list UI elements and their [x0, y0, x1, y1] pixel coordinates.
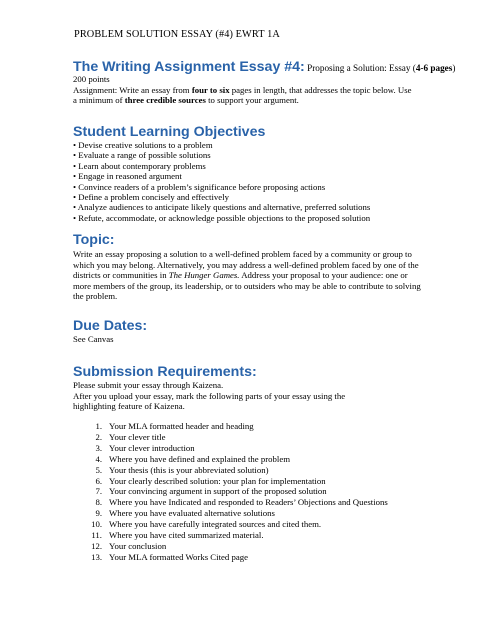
topic-body [73, 249, 425, 302]
list-item-number: 6. [95, 475, 102, 486]
list-item-number: 7. [95, 486, 102, 497]
list-item-number: 3. [95, 442, 102, 453]
topic-text-pre: Write an essay proposing a solution to a well-defined problem faced by a community or group to which you may belong. Alternatively, you may address a well-defined problem faced by one of the districts or communities in [73, 249, 419, 281]
list-item-text: Your conclusion [109, 540, 167, 551]
due-dates-heading: Due Dates: [73, 318, 148, 334]
list-item-text: Your clever introduction [109, 442, 195, 453]
list-item [86, 476, 388, 487]
assignment-line-1-bold: four to six [191, 84, 230, 95]
list-item-text: Your clever title [109, 431, 166, 442]
list-item-text: Your convincing argument in support of the proposed solution [109, 486, 327, 497]
objective-item: • Refute, accommodate, or acknowledge possible objections to the proposed solution [73, 212, 371, 223]
list-item-number: 5. [95, 464, 102, 475]
topic-text [73, 249, 425, 302]
submission-list [86, 421, 388, 563]
objective-item: • Analyze audiences to anticipate likely questions and alternative, preferred solutions [73, 202, 371, 213]
list-item [86, 421, 388, 432]
list-item-number: 4. [95, 453, 102, 464]
list-item-text: Where you have cited summarized material. [109, 530, 264, 541]
page-header: PROBLEM SOLUTION ESSAY (#4) EWRT 1A [74, 29, 280, 40]
objective-item: • Convince readers of a problem’s significance before proposing actions [73, 181, 326, 192]
assignment-line-2-pre: a minimum of [73, 95, 125, 106]
list-item-text: Your clearly described solution: your plan for implementation [109, 475, 326, 486]
list-item-text: Where you have carefully integrated sources and cited them. [109, 519, 322, 530]
assignment-line-2 [73, 95, 433, 106]
objectives-list [73, 140, 370, 223]
list-item-number: 9. [95, 508, 102, 519]
submission-line-2: After you upload your essay, mark the following parts of your essay using the highlighting feature of Kaizena. [73, 390, 346, 412]
topic-heading: Topic: [73, 232, 115, 248]
objective-item: • Learn about contemporary problems [73, 160, 206, 171]
list-item-number: 13. [91, 551, 102, 562]
list-item [86, 497, 388, 508]
assignment-line-2-bold: three credible sources [124, 95, 206, 106]
topic-text-italic: The Hunger Games. [168, 270, 240, 281]
assignment-subtitle-pre: Proposing a Solution: Essay ( [304, 63, 416, 73]
list-item [86, 443, 388, 454]
list-item [86, 454, 388, 465]
list-item [86, 541, 388, 552]
submission-line-1: Please submit your essay through Kaizena. [73, 380, 224, 390]
list-item-number: 10. [91, 519, 102, 530]
assignment-subtitle-bold: 4-6 pages [415, 63, 453, 73]
assignment-body [73, 74, 433, 106]
list-item-number: 1. [95, 421, 102, 431]
submission-heading: Submission Requirements: [73, 364, 257, 380]
list-item-text: Where you have Indicated and responded to Readers’ Objections and Questions [109, 497, 388, 508]
objective-item: • Devise creative solutions to a problem [73, 140, 213, 150]
objective-item: • Evaluate a range of possible solutions [73, 150, 211, 161]
assignment-heading-text: The Writing Assignment Essay #4: [73, 59, 305, 75]
list-item-text: Your MLA formatted Works Cited page [109, 551, 248, 562]
list-item [86, 465, 388, 476]
objective-item: • Engage in reasoned argument [73, 171, 182, 182]
assignment-subtitle [305, 63, 456, 73]
due-dates-text: See Canvas [73, 334, 114, 344]
list-item-text: Your thesis (this is your abbreviated solution) [109, 464, 269, 475]
list-item-text: Where you have evaluated alternative solutions [109, 508, 275, 519]
list-item [86, 530, 388, 541]
list-item [86, 486, 388, 497]
list-item [86, 508, 388, 519]
list-item-text: Your MLA formatted header and heading [109, 421, 254, 431]
assignment-line-1-post: pages in length, that addresses the topic below. Use [229, 84, 412, 95]
objective-item: • Define a problem concisely and effectively [73, 192, 229, 203]
assignment-heading [73, 59, 455, 75]
list-item-text: Where you have defined and explained the problem [109, 453, 291, 464]
assignment-subtitle-post: ) [452, 63, 456, 73]
topic-text-post: Address your proposal to your audience: one or more members of the group, its leadership, or to outsiders who may be able to contribute to solving the problem. [73, 270, 421, 302]
submission-body [73, 380, 353, 412]
assignment-line-2-post: to support your argument. [205, 95, 299, 106]
list-item [86, 432, 388, 443]
list-item [86, 519, 388, 530]
list-item-number: 8. [95, 497, 102, 508]
assignment-line-1-pre: Assignment: Write an essay from [73, 84, 192, 95]
list-item-number: 12. [91, 540, 102, 551]
list-item [86, 552, 388, 563]
assignment-line-1 [73, 85, 433, 96]
assignment-points: 200 points [73, 74, 110, 84]
list-item-number: 2. [95, 431, 102, 442]
list-item-number: 11. [91, 530, 102, 541]
objectives-heading: Student Learning Objectives [73, 124, 266, 140]
